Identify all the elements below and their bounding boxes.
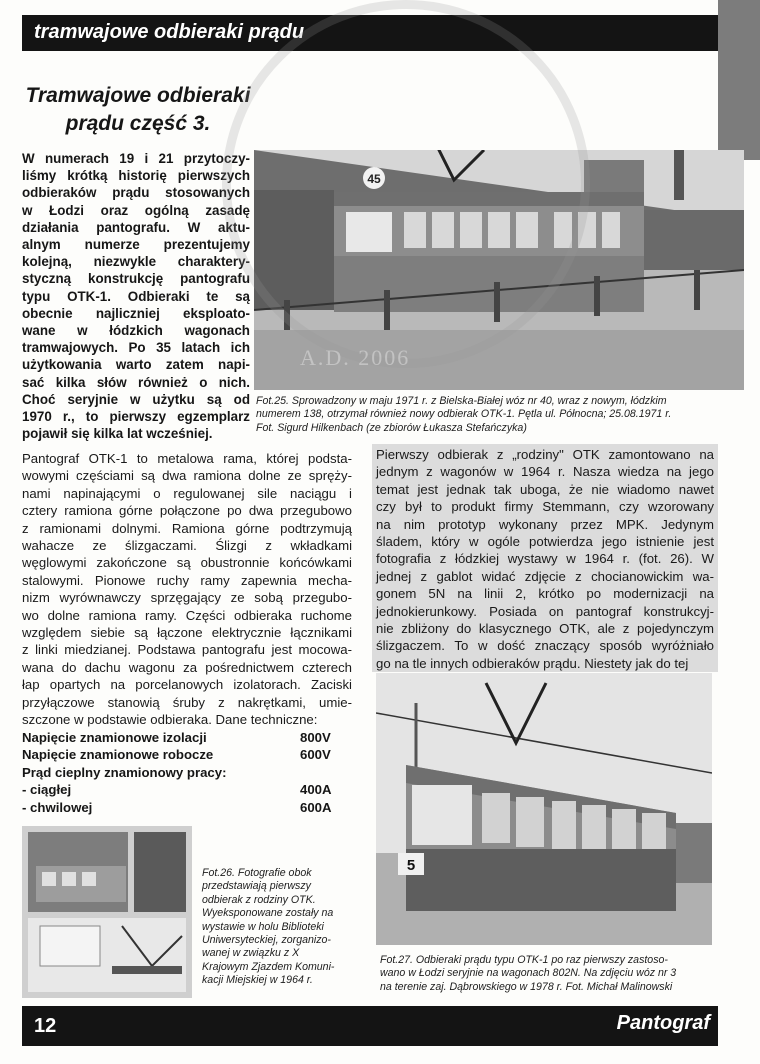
body-line: nie zbliżony do klasycznego OTK, ale z pojedynczym [376, 621, 714, 637]
body-line: Pantograf OTK-1 to metalowa rama, której podsta- [22, 451, 352, 466]
body-line: łap opartych na porcelanowych izolatorach. Zaciski [22, 677, 352, 693]
caption-line: Krajowym Zjazdem Komuni- [202, 960, 335, 973]
lead-line: obecnie najliczniej eksploato- [22, 305, 250, 321]
page-number: 12 [34, 1015, 57, 1037]
body-line: go na tle innych odbieraków prądu. Niestety jak do tej [376, 655, 689, 671]
caption-line: Uniwersyteckiej, zorganizo- [202, 934, 331, 947]
left-column-text [22, 450, 352, 729]
footer-bar [22, 1006, 718, 1046]
body-line: nami napinającymi o regulowanej sile naciągu i [22, 485, 352, 501]
body-line: jednej z gablot widać zdjęcie z chocianowickim wa- [376, 568, 714, 584]
lead-line: 1970 r., to pierwszy egzemplarz [22, 409, 250, 425]
lead-line: w Łodzi oraz ogólną zasadę [22, 202, 250, 218]
technical-specs [22, 729, 352, 816]
route-number-sign: 45 [367, 172, 381, 186]
spec-label: Napięcie znamionowe izolacji [22, 730, 207, 745]
lead-line: typu OTK-1. Odbieraki te są [22, 288, 250, 304]
caption-line: odbierak z rodziny OTK. [202, 893, 316, 906]
body-line: względem siebie są łączone elektrycznie łącznikami [22, 625, 352, 641]
page-edge-shadow [718, 0, 760, 160]
caption-line: wano w Łodzi seryjnie na wagonach 802N. Na zdjęciu wóz nr 3 [380, 967, 677, 980]
spec-label: Napięcie znamionowe robocze [22, 747, 214, 763]
spec-value: 400A [300, 782, 332, 798]
right-column-text [372, 444, 718, 672]
spec-value: 600V [300, 747, 331, 763]
caption-line: numerem 138, otrzymał również nowy odbierak OTK-1. Pętla ul. Północna; 25.08.1971 r. [256, 408, 672, 421]
body-line: ślizgaczem. To w dość znaczący sposób wyróżniało [376, 638, 714, 654]
body-line: z ramionami dolnymi. Ramiona górne podtrzymują [22, 520, 352, 536]
spec-label: - chwilowej [22, 799, 93, 815]
body-line: wo dolne ramiona ramy. Części odbieraka ruchome [22, 607, 352, 623]
lead-line: Choć seryjnie w użytku są od [22, 391, 250, 407]
body-line: wowymi częściami są dwa ramiona dolne ze spręży- [22, 468, 352, 484]
article-title-line-2: prądu część 3. [65, 112, 211, 135]
body-line: na nim prototyp wykonany przez MPK. Jedynym [376, 516, 714, 532]
body-line: przyłączowe stanowią śruby z nakrętkami, umie- [22, 694, 352, 710]
caption-line: Fot.27. Odbieraki prądu typu OTK-1 po raz pierwszy zastoso- [380, 954, 668, 966]
spec-row [22, 729, 352, 746]
spec-row [22, 799, 352, 816]
lead-line: wane w łódzkich wagonach [22, 323, 250, 339]
body-line: węglowymi zakończone są obustronnie końcówkami [22, 555, 352, 571]
caption-line: wystawie w holu Biblioteki [202, 920, 324, 933]
body-line: Pierwszy odbierak z „rodziny" OTK zamontowano na [376, 447, 714, 462]
photo-fot26 [22, 826, 192, 998]
caption-line: Fot. Sigurd Hilkenbach (ze zbiorów Łukasza Stefańczyka) [256, 421, 527, 434]
caption-line: Fot.25. Sprowadzony w maju 1971 r. z Bielska-Białej wóz nr 40, wraz z nowym, łódzkim [256, 395, 667, 407]
watermark-text: A.D. 2006 [300, 345, 411, 370]
body-line: temat jest jednak tak uboga, że nie wiadomo nawet [376, 481, 714, 497]
spec-row [22, 764, 352, 781]
body-line: wana do dachu wagonu za pośrednictwem czterech [22, 659, 352, 675]
article-title-line-1: Tramwajowe odbieraki [25, 84, 251, 107]
body-line: nizm wyrównawczy sprzęgający ze sobą przegubo- [22, 590, 352, 606]
lead-line: liśmy krótką historię pierwszych [22, 168, 250, 184]
photo-fot27 [376, 673, 712, 945]
body-line: wahacze ze ślizgaczami. Ślizgi z wkładkami [22, 538, 352, 554]
caption-fot27 [380, 954, 718, 994]
body-line: cztery ramiona górne połączone po dwa przegubowo [22, 503, 352, 519]
lead-line: sać kilka słów również o nich. [22, 374, 250, 390]
spec-value [300, 764, 352, 781]
body-line: czy był to produkt firmy Stemmann, czy wzorowany [376, 499, 714, 515]
spec-value: 800V [300, 730, 331, 745]
magazine-name: Pantograf [616, 1012, 710, 1034]
lead-line: W numerach 19 i 21 przytoczy- [22, 151, 250, 166]
lead-line: użytkowania warto zatem napi- [22, 357, 250, 373]
body-line: gonem 5N na linii 2, krótko po modernizacji na [376, 586, 714, 602]
caption-line: Wyeksponowane zostały na [202, 907, 334, 920]
tram-802n-illustration [376, 673, 712, 945]
lead-line: alnym numerze prezentujemy [22, 237, 250, 253]
body-line: szczone w podstawie odbieraka. Dane techniczne: [22, 712, 318, 728]
caption-fot25 [256, 395, 744, 435]
spec-label: - ciągłej [22, 782, 72, 798]
body-line: stalowymi. Pionowe ruchy ramy zapewnia mecha- [22, 572, 352, 588]
spec-row [22, 746, 352, 763]
lead-line: działania pantografu. W aktu- [22, 219, 250, 235]
body-line: z linki miedzianej. Podstawa pantografu jest mocowa- [22, 642, 352, 658]
caption-line: Fot.26. Fotografie obok [202, 867, 312, 879]
caption-line: na terenie zaj. Dąbrowskiego w 1978 r. Fot. Michał Malinowski [380, 980, 673, 993]
lead-line: odbieraków prądu stosowanych [22, 185, 250, 201]
lead-line: tramwajowych. Po 35 latach ich [22, 340, 250, 356]
caption-line: kacji Miejskiej w 1964 r. [202, 974, 313, 987]
spec-label: Prąd cieplny znamionowy pracy: [22, 764, 227, 780]
caption-fot26 [202, 867, 362, 988]
body-line: śladem, który w ogóle potwierdza jego istnienie jest [376, 534, 714, 550]
route-number-sign-fot27: 5 [406, 857, 416, 874]
lead-line: styczną konstrukcję pantografu [22, 271, 250, 287]
lead-line: kolejną, niezwykle charaktery- [22, 254, 250, 270]
body-line: jednokierunkowy. Posiada on pantograf konstrukcyj- [376, 603, 714, 619]
article-title [22, 82, 254, 138]
exhibition-photo-illustration [22, 826, 192, 998]
lead-line: pojawił się kilka lat wcześniej. [22, 426, 213, 442]
spec-row [22, 781, 352, 798]
spec-value: 600A [300, 799, 332, 815]
caption-line: wanej w związku z X [202, 947, 300, 960]
body-line: fotografia z łódzkiej wystawy w 1964 r. (fot. 26). W [376, 551, 714, 567]
section-title: tramwajowe odbieraki prądu [34, 21, 305, 43]
body-line: jednym z wagonów w 1964 r. Nasza wiedza na jego [376, 464, 714, 480]
caption-line: przedstawiają pierwszy [202, 880, 311, 893]
lead-paragraph [22, 150, 250, 442]
